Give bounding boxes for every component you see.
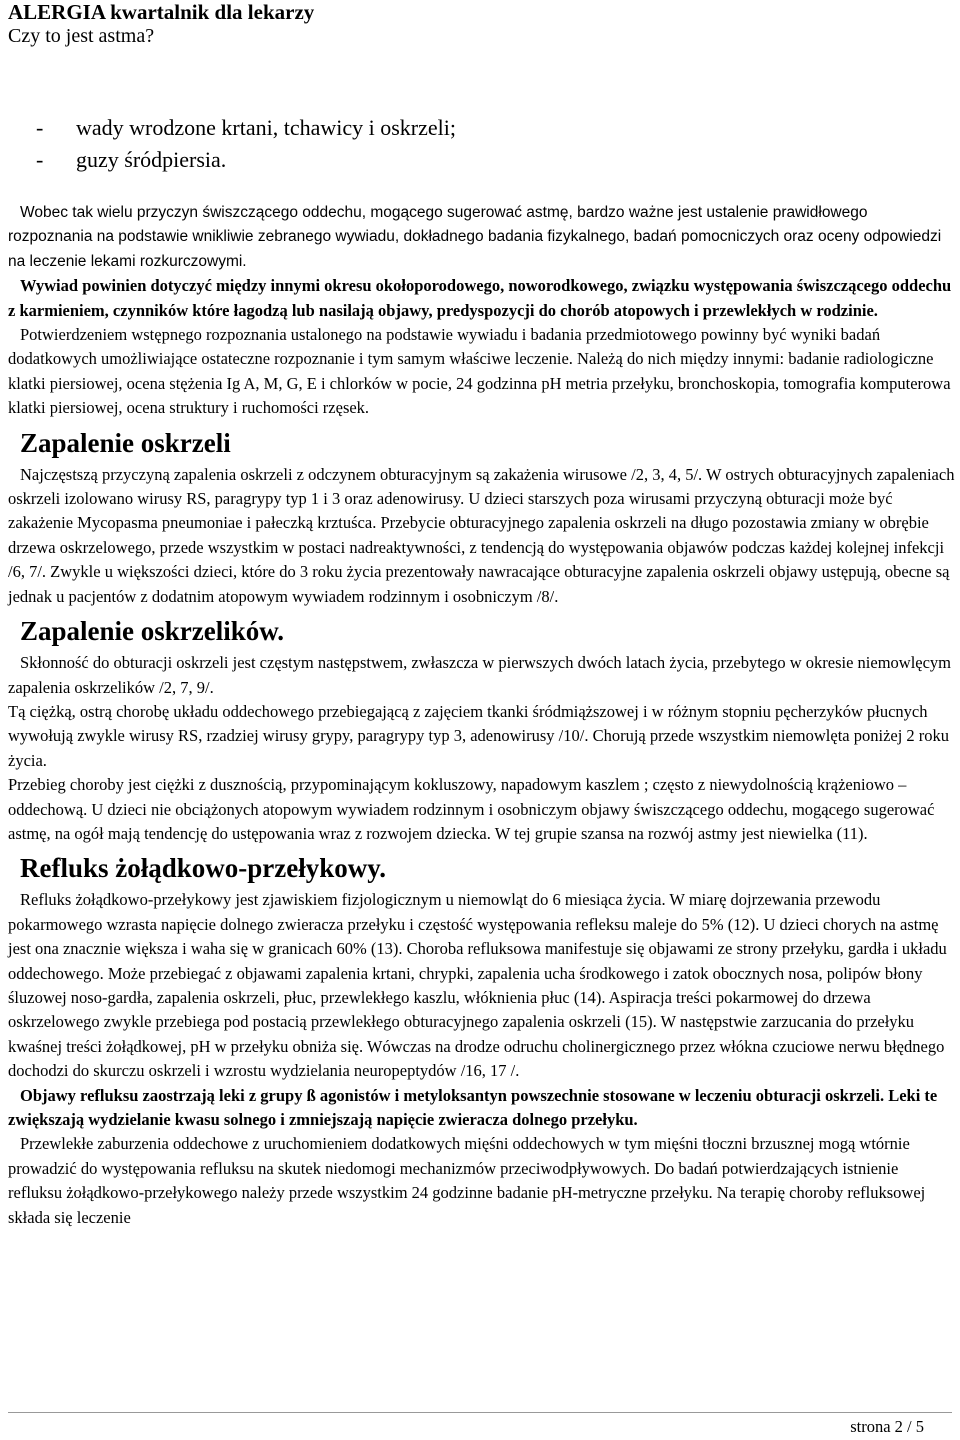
journal-title: ALERGIA kwartalnik dla lekarzy (8, 0, 315, 24)
paragraph: Refluks żołądkowo-przełykowy jest zjawiskiem fizjologicznym u niemowląt do 6 miesiąca życia. W miarę dojrzewania przewodu pokarmowego wzrasta napięcie dolnego zwieracza przełyku i częstość występowania refleksu maleje do 5% (12). U dzieci chorych na astmę jest ona znacznie większa i waha się w granicach 60% (13). Choroba refluksowa manifestuje się objawami ze strony przełyku, gardła i układu oddechowego. Może przebiegać z objawami zapalenia krtani, chrypki, zapalenia ucha środkowego i zatok obocznych nosa, polipów błony śluzowej noso-gardła, zapalenia oskrzeli, płuc, przewlekłego kaszlu, włóknienia płuc (14). Aspiracja treści pokarmowej do drzewa oskrzelowego zwykle przebiega pod postacią przewlekłego obturacyjnego zapalenia oskrzeli (15). W następstwie zarzucania do przełyku kwaśnej treści żołądkowej, pH w przełyku obniża się. Wówczas na drodze odruchu cholinergicznego przez włókna czuciowe nerwu błędnego dochodzi do skurczu oskrzeli i wzrostu wydzielania neuropeptydów /16, 17 /. (8, 890, 947, 1081)
paragraph: Potwierdzeniem wstępnego rozpoznania ustalonego na podstawie wywiadu i badania przedmiotowego powinny być wyniki badań dodatkowych umożliwiające ostateczne rozpoznanie i tym samym właściwe leczenie. Należą do nich między innymi: badanie radiologiczne klatki piersiowej, ocena stężenia Ig A, M, G, E i chlorków w pocie, 24 godzinna pH metria przełyku, bronchoskopia, tomografia komputerowa klatki piersiowej, ocena struktury i ruchomości rzęsek. (8, 325, 951, 418)
dash-marker: - (36, 115, 44, 140)
list-item-text: wady wrodzone krtani, tchawicy i oskrzeli; (76, 115, 456, 140)
page-number: strona 2 / 5 (850, 1417, 924, 1436)
list-item (36, 144, 456, 176)
paragraph-bold: Objawy refluksu zaostrzają leki z grupy ß agonistów i metyloksantyn powszechnie stosowane w leczeniu obturacji oskrzeli. Leki te zwiększają wydzielanie kwasu solnego i zmniejszają napięcie zwieracza dolnego przełyku. (8, 1085, 938, 1129)
dash-marker: - (36, 147, 44, 172)
bullet-list (36, 112, 456, 176)
paragraph: Skłonność do obturacji oskrzeli jest częstym następstwem, zwłaszcza w pierwszych dwóch latach życia, przebytego w okresie niemowlęcym zapalenia oskrzelików /2, 7, 9/. (8, 653, 952, 697)
article-title: Czy to jest astma? (8, 25, 155, 47)
section-heading: Refluks żołądkowo-przełykowy. (20, 853, 387, 884)
paragraph: Wobec tak wielu przyczyn świszczącego oddechu, mogącego sugerować astmę, bardzo ważne jest ustalenie prawidłowego rozpoznania na podstawie wnikliwie zebranego wywiadu, dokładnego badania fizykalnego, badań pomocniczych oraz oceny odpowiedzi na leczenie lekami rozkurczowymi. (8, 204, 942, 270)
section-heading: Zapalenie oskrzeli (20, 427, 231, 458)
section-heading: Zapalenie oskrzelików. (20, 616, 285, 647)
list-item (36, 112, 456, 144)
document-header (8, 0, 314, 48)
paragraph: Przewlekłe zaburzenia oddechowe z uruchomieniem dodatkowych mięśni oddechowych w tym mięśni tłoczni brzusznej mogą wtórnie prowadzić do występowania refluksu na skutek niedomogi mechanizmów przeciwodpływowych. Do badań potwierdzających istnienie refluksu żołądkowo-przełykowego należy przede wszystkim 24 godzinne badanie pH-metryczne przełyku. Na terapię choroby refluksowej składa się leczenie (8, 1134, 926, 1227)
paragraph: Tą ciężką, ostrą chorobę układu oddechowego przebiegającą z zajęciem tkanki śródmiąższowej i w różnym stopniu pęcherzyków płucnych wywołują zwykle wirusy RS, rzadziej wirusy grypy, paragrypy typ 3, adenowirusy /10/. Chorują przede wszystkim niemowlęta poniżej 2 roku życia. (8, 701, 950, 770)
paragraph: Przebieg choroby jest ciężki z dusznością, przypominającym kokluszowy, napadowym kaszlem ; często z niewydolnością krążeniowo – oddechową. U dzieci nie obciążonych atopowym wywiadem rodzinnym i osobniczym objawy świszczącego oddechu, mogącego sugerować astmę, na ogół mają tendencję do ustępowania wraz z rozwojem dziecka. W tej grupie szansa na rozwój astmy jest niewielka (11). (8, 775, 935, 843)
paragraph-bold: Wywiad powinien dotyczyć między innymi okresu okołoporodowego, noworodkowego, związku występowania świszczącego oddechu z karmieniem, czynników które łagodzą lub nasilają objawy, predyspozycji do chorób atopowych i przewlekłych w rodzinie. (8, 276, 952, 320)
footer-divider (8, 1412, 952, 1413)
article-body (8, 201, 956, 1230)
paragraph: Najczęstszą przyczyną zapalenia oskrzeli z odczynem obturacyjnym są zakażenia wirusowe /2, 3, 4, 5/. W ostrych obturacyjnych zapaleniach oskrzeli izolowano wirusy RS, paragrypy typ 1 i 3 oraz adenowirusy. U dzieci starszych poza wirusami przyczyną obturacji może być zakażenie Mycopasma pneumoniae i pałeczką krztuśca. Przebycie obturacyjnego zapalenia oskrzeli na długo pozostawia zmiany w obrębie drzewa oskrzelowego, przede wszystkim w postaci nadreaktywności, z tendencją do występowania objawów podczas każdej kolejnej infekcji /6, 7/. Zwykle u większości dzieci, które do 3 roku życia prezentowały nawracające obturacyjne zapalenia oskrzeli objawy ustępują, obecne są jednak u pacjentów z dodatnim atopowym wywiadem rodzinnym i osobniczym /8/. (8, 464, 955, 606)
list-item-text: guzy śródpiersia. (76, 147, 227, 172)
